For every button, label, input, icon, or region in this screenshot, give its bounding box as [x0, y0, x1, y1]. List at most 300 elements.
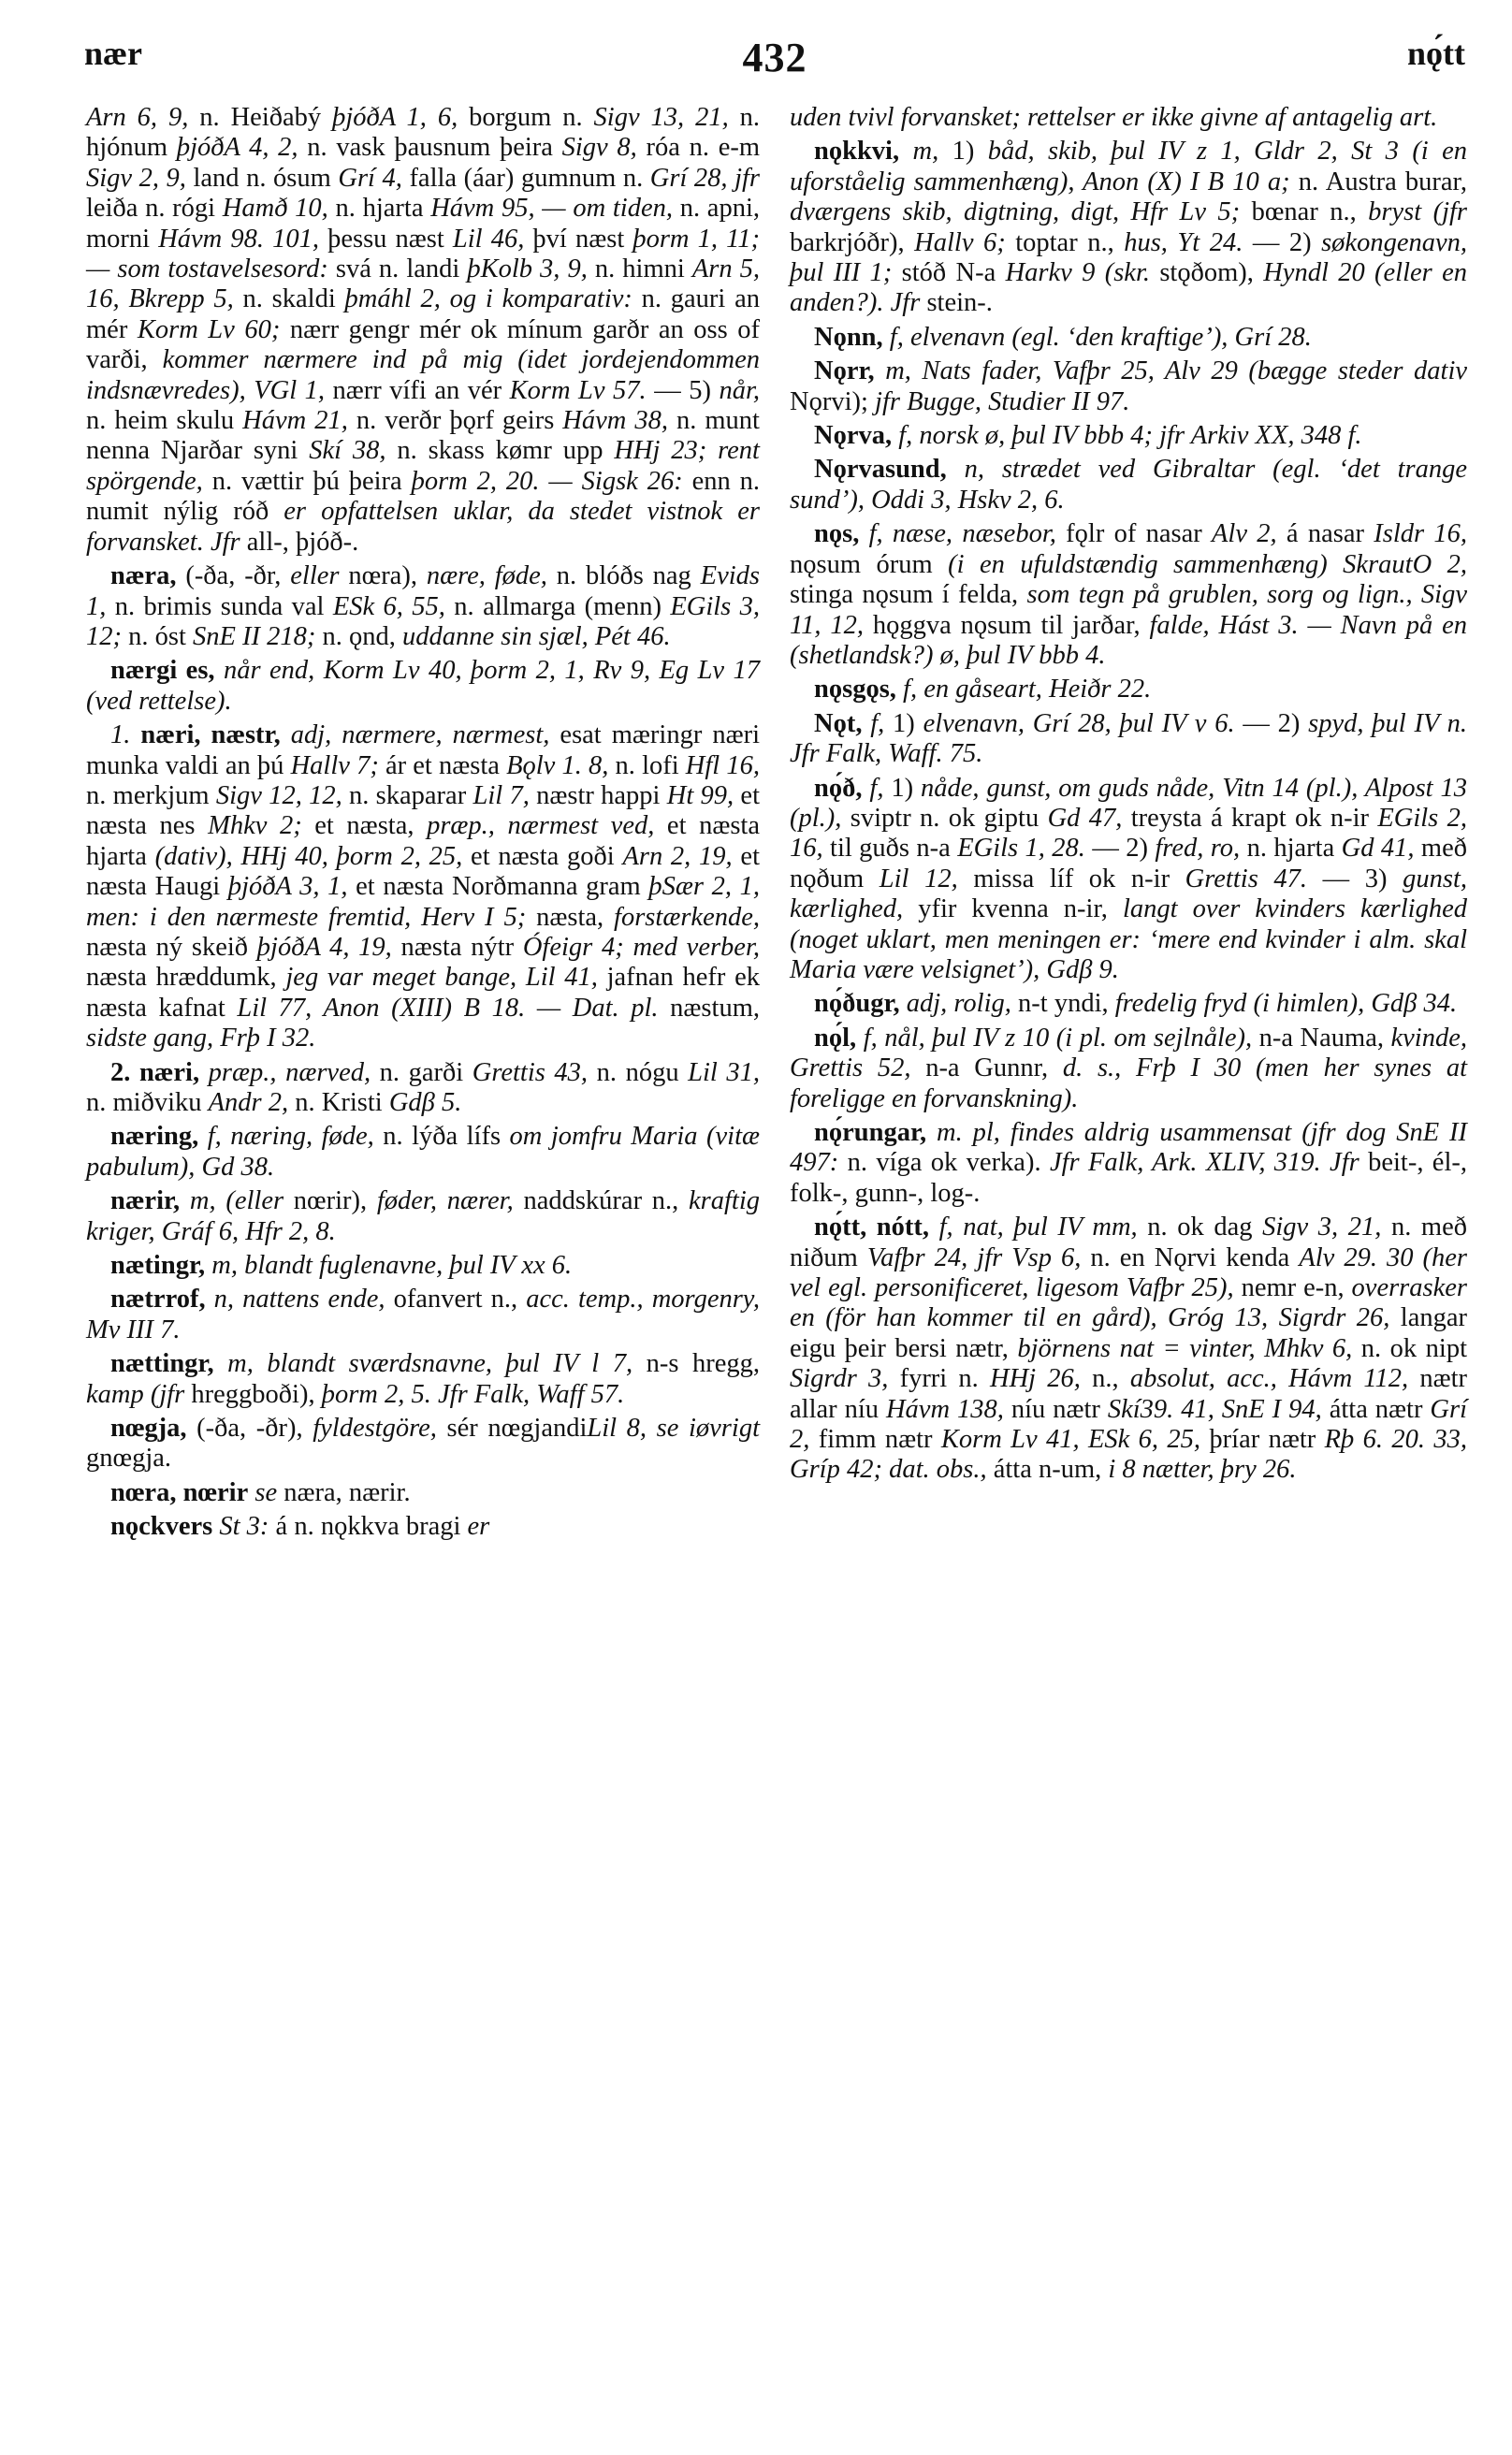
entry-italic-text: n, nattens ende, — [213, 1285, 385, 1315]
entry-italic-text: Mhkv 2; — [208, 811, 302, 841]
entry-text: — 2) — [1084, 834, 1156, 864]
entry-text — [199, 1058, 209, 1087]
entry-text: því næst — [524, 224, 633, 254]
entry-italic-text: Hávm 98. 101, — [158, 224, 319, 254]
entry-text: fǫlr of nasar — [1055, 519, 1213, 549]
entry-italic-text: Lil 8, se iøvrigt — [587, 1414, 760, 1444]
dictionary-entry — [790, 137, 1467, 318]
entry-italic-text: Gdβ 5. — [388, 1088, 462, 1117]
entry-italic-text: EGils 2, 16, — [790, 803, 1467, 864]
entry-italic-text: uden tvivl forvansket; rettelser er ikke givne af antagelig art. — [790, 103, 1438, 132]
entry-italic-text: Lil 77, Anon (XIII) B 18. — Dat. pl. — [237, 993, 659, 1023]
entry-text — [899, 137, 912, 166]
right-column — [790, 103, 1467, 1489]
entry-italic-text: Sigrdr 3, — [790, 1364, 889, 1394]
entry-italic-text: Gd 47, — [1047, 803, 1123, 833]
entry-italic-text: 1. — [110, 720, 131, 750]
dictionary-entry — [790, 1213, 1467, 1486]
entry-italic-text: er opfattelsen uklar, da stedet vistnok er forvansket. Jfr — [86, 497, 760, 557]
entry-text: enn n. numit nýlig róð — [86, 466, 761, 527]
entry-text: n. miðviku — [86, 1088, 209, 1117]
entry-text: n-t yndi, — [1010, 989, 1115, 1019]
entry-text: n. óst — [122, 621, 194, 651]
entry-text — [214, 1349, 228, 1378]
entry-italic-text: gunst, kærlighed, — [790, 864, 1467, 924]
entry-text: næstum, — [658, 993, 760, 1023]
entry-italic-text: kommer nærmere ind på mig (idet jordejendommen indsnævredes), VGl 1, — [86, 345, 760, 405]
entry-italic-text: Vafþr 24, jfr Vsp 6, — [866, 1242, 1082, 1272]
dictionary-entry — [790, 323, 1467, 353]
entry-italic-text: ESk 6, 55, — [332, 591, 445, 621]
entry-text: ár et næsta — [378, 750, 507, 780]
entry-text: nætr allar níu — [790, 1364, 1467, 1424]
entry-italic-text: þorm 2, 5. Jfr Falk, Waff 57. — [321, 1379, 625, 1409]
entry-italic-text: adj, rolig, — [906, 989, 1011, 1019]
entry-italic-text: Grí 4, — [338, 163, 402, 193]
entry-text: hǫggva nǫsum til jarðar, — [864, 610, 1150, 640]
entry-italic-text: Sigv 8, — [561, 133, 637, 163]
entry-text: 1) — [883, 773, 922, 803]
entry-text: átta n-um, — [986, 1455, 1109, 1485]
entry-italic-text: þorm 1, 11; — som tostavelsesord: — [86, 224, 760, 284]
entry-text: — 2) — [1243, 227, 1322, 257]
entry-italic-text: Grí 2, — [790, 1394, 1468, 1455]
entry-italic-text: Sigv 12, 12, — [215, 780, 342, 810]
entry-text: n. Heiðabý — [188, 103, 333, 132]
dictionary-entry — [790, 519, 1467, 671]
entry-text: níu nætr — [1003, 1394, 1108, 1424]
entry-text: n. víga ok verka). — [838, 1148, 1050, 1178]
entry-italic-text: björnens nat = vinter, Mhkv 6, — [1017, 1333, 1353, 1363]
entry-italic-text: Lil 7, — [472, 780, 530, 810]
entry-italic-text: Skí39. 41, SnE I 94, — [1107, 1394, 1322, 1424]
entry-italic-text: f, næring, føde, — [207, 1122, 374, 1152]
entry-italic-text: f, en gåseart, Heiðr 22. — [903, 675, 1152, 705]
entry-text: beit-, él-, folk-, gunn-, log-. — [790, 1148, 1467, 1208]
entry-italic-text: n, strædet ved Gibraltar (egl. ‘det trange sund’), Oddi 3, Hskv 2, 6. — [790, 455, 1467, 515]
entry-italic-text: Rþ 6. 20. 33, Gríp 42; dat. obs., — [790, 1425, 1467, 1485]
entry-italic-text: føder, nærer, — [376, 1186, 514, 1216]
entry-text: nǫsum órum — [790, 549, 949, 579]
entry-text: all-, þjóð-. — [240, 527, 359, 557]
entry-text: n. merkjum — [86, 780, 216, 810]
entry-italic-text: jeg var meget bange, Lil 41, — [285, 963, 598, 993]
entry-headword: Nǫt, — [814, 708, 863, 738]
entry-text: leiða n. rógi — [86, 194, 223, 224]
entry-italic-text: f, norsk ø, þul IV bbb 4; jfr Arkiv XX, 348 f. — [898, 421, 1362, 451]
entry-italic-text: kvinde, Grettis 52, — [790, 1023, 1467, 1083]
entry-text: n. hjarta — [327, 194, 431, 224]
entry-text: nærr vífi an vér — [325, 375, 510, 405]
entry-italic-text: Andr 2, — [208, 1088, 289, 1117]
entry-italic-text: þjóðA 4, 2, — [176, 133, 298, 163]
entry-italic-text: uddanne sin sjæl, Pét 46. — [402, 621, 671, 651]
entry-italic-text: f, elvenavn (egl. ‘den kraftige’), Grí 28. — [889, 322, 1312, 352]
entry-italic-text: Korm Lv 57. — [509, 375, 647, 405]
entry-text: næstr happi — [529, 780, 667, 810]
entry-italic-text: SnE II 218; — [193, 621, 316, 651]
entry-italic-text: (dativ), HHj 40, þorm 2, 25, — [154, 841, 463, 871]
entry-text: (-ða, -ðr, — [176, 561, 291, 591]
entry-italic-text: Gd 41, — [1341, 834, 1415, 864]
entry-italic-text: EGils 3, 12; — [86, 591, 761, 651]
entry-text: sér nœgjandi — [436, 1414, 588, 1444]
entry-text: n. heim skulu — [86, 406, 243, 436]
entry-text: þríar nætr — [1200, 1425, 1325, 1455]
entry-text: næsta, — [526, 902, 615, 932]
entry-text: falla (áar) gumnum n. — [401, 163, 650, 193]
entry-text: n. apni, morni — [86, 194, 760, 254]
entry-text: þessu næst — [318, 224, 453, 254]
dictionary-entry — [86, 561, 760, 652]
dictionary-entry — [790, 455, 1467, 516]
entry-headword: nǫ́tt, nótt, — [814, 1213, 930, 1242]
entry-italic-text: f, nål, þul IV z 10 (i pl. om sejlnåle), — [863, 1023, 1253, 1053]
dictionary-entry — [86, 720, 760, 1053]
entry-text: nemr e-n, — [1233, 1273, 1352, 1303]
entry-headword: Nǫnn, — [814, 322, 883, 352]
entry-headword: nœra, nœrir — [110, 1477, 249, 1507]
entry-text: fyrri n. — [888, 1364, 990, 1394]
entry-text: stóð N-a — [892, 258, 1006, 288]
entry-italic-text: HHj 26, — [990, 1364, 1081, 1394]
entry-italic-text: m, (eller — [189, 1186, 284, 1216]
entry-italic-text: Hamð 10, — [222, 194, 328, 224]
entry-text: á n. nǫkkva bragi — [269, 1512, 468, 1542]
entry-text: n. hjónum — [86, 103, 761, 163]
dictionary-entry — [86, 1414, 760, 1474]
entry-italic-text: kamp (jfr — [86, 1379, 185, 1409]
entry-italic-text: Hávm 138, — [885, 1394, 1004, 1424]
entry-italic-text: fyldestgöre, — [313, 1414, 437, 1444]
left-column — [86, 103, 760, 1547]
entry-italic-text: Skí 38, — [309, 436, 386, 466]
entry-headword: nærir, — [110, 1186, 181, 1216]
entry-text: missa líf ok n-ir — [957, 864, 1185, 893]
entry-italic-text: dværgens skib, digtning, digt, Hfr Lv 5; — [790, 197, 1241, 227]
entry-text: toptar n., — [1005, 227, 1125, 257]
entry-text: næra, nærir. — [277, 1477, 411, 1507]
entry-italic-text: Grettis 43, — [472, 1057, 589, 1087]
entry-text: n. Kristi — [288, 1088, 389, 1117]
entry-italic-text: þjóðA 1, 6, — [332, 103, 458, 132]
entry-text: n-a Nauma, — [1252, 1023, 1391, 1053]
entry-italic-text: falde, Hást 3. — Navn på en (shetlandsk?) ø, þul IV bbb 4. — [790, 610, 1467, 670]
entry-italic-text: þjóðA 3, 1, — [227, 872, 348, 902]
entry-italic-text: Evids 1, — [86, 561, 760, 621]
entry-italic-text: når, — [719, 375, 760, 405]
left-running-headword: nær — [84, 35, 142, 72]
entry-text: nœra), — [339, 561, 427, 591]
entry-italic-text: Hávm 21, — [242, 406, 348, 436]
entry-italic-text: hus, Yt 24. — [1124, 227, 1243, 257]
continued-entry — [790, 103, 1467, 133]
entry-text: gnœgja. — [86, 1444, 172, 1474]
entry-text: n. munt nenna Njarðar syni — [86, 406, 760, 466]
entry-headword: nǫ́rungar, — [814, 1118, 927, 1147]
entry-italic-text: søkongenavn, þul III 1; — [790, 227, 1467, 288]
entry-text: fimm nætr — [809, 1425, 941, 1455]
entry-italic-text: f, nat, þul IV mm, — [938, 1213, 1138, 1242]
entry-italic-text: Arn 2, 19, — [622, 841, 733, 871]
entry-italic-text: er — [467, 1512, 490, 1542]
entry-text: yfir kvenna n-ir, — [903, 894, 1124, 924]
entry-text — [206, 1285, 214, 1314]
dictionary-entry — [790, 989, 1467, 1019]
entry-text: borgum n. — [458, 103, 594, 132]
right-running-headword: nǫ́tt — [1407, 35, 1465, 72]
entry-text: n. skaparar — [342, 780, 473, 810]
entry-italic-text: spyd, þul IV n. Jfr Falk, Waff. 75. — [790, 708, 1468, 769]
entry-text — [929, 1213, 939, 1242]
entry-text: n. blóðs nag — [546, 561, 701, 591]
entry-text — [900, 989, 907, 1018]
entry-italic-text: Lil 46, — [452, 224, 525, 254]
entry-text: barkrjóðr), — [790, 227, 915, 257]
entry-italic-text: Hfl 16, — [685, 750, 760, 780]
entry-italic-text: Bǫlv 1. 8, — [506, 750, 609, 780]
entry-text: n. garði — [371, 1057, 472, 1087]
entry-text: et næsta nes — [86, 780, 761, 841]
entry-text: sviptr n. ok giptu — [841, 803, 1048, 833]
entry-text — [947, 455, 965, 484]
entry-text — [926, 1118, 937, 1147]
dictionary-entry — [790, 1024, 1467, 1114]
entry-text: et næsta goði — [462, 841, 623, 871]
entry-italic-text: bryst (jfr — [1368, 197, 1467, 227]
entry-text: stein-. — [920, 288, 993, 318]
entry-text: n. Austra burar, — [1289, 167, 1467, 196]
entry-text: et næsta hjarta — [86, 811, 760, 871]
entry-italic-text: þSær 2, 1, men: i den nærmeste fremtid, Herv I 5; — [86, 872, 760, 932]
entry-text: n. gauri an mér — [86, 284, 761, 344]
entry-italic-text: f, — [870, 708, 885, 738]
entry-italic-text: þKolb 3, 9, — [467, 254, 588, 284]
entry-italic-text: Sigv 13, 21, — [593, 103, 729, 132]
entry-headword: nǫs, — [814, 519, 860, 549]
entry-italic-text: overrasker en (för han kommer til en gård), Gróg 13, Sigrdr 26, — [790, 1273, 1468, 1333]
entry-italic-text: elvenavn, Grí 28, þul IV v 6. — [923, 708, 1235, 738]
entry-text: n. nógu — [588, 1057, 689, 1087]
entry-text: stinga nǫsum í felda, — [790, 580, 1027, 610]
entry-text: — 5) — [646, 375, 720, 405]
entry-italic-text: HHj 23; rent spörgende, — [86, 436, 760, 496]
entry-italic-text: m, blandt fuglenavne, þul IV xx 6. — [211, 1251, 573, 1281]
entry-text: jafnan hefr ek næsta kafnat — [86, 963, 760, 1023]
entry-headword: nætrrof, — [110, 1285, 206, 1315]
entry-italic-text: adj, nærmere, nærmest, — [290, 720, 550, 750]
entry-text: treysta á krapt ok n-ir — [1122, 803, 1378, 833]
entry-italic-text: (i en ufuldstændig sammenhæng) SkrautO 2, — [948, 549, 1467, 579]
entry-text: næsta ný skeið — [86, 932, 257, 962]
entry-italic-text: præp., nærmest ved, — [427, 811, 655, 841]
dictionary-entry — [790, 1118, 1467, 1209]
entry-italic-text: d. s., Frþ I 30 (men her synes at foreligge en forvanskning). — [790, 1053, 1467, 1113]
entry-italic-text: som tegn på grublen, sorg og lign., Sigv 11, 12, — [790, 580, 1467, 640]
entry-text: langar eigu þeir bersi nætr, — [790, 1303, 1467, 1363]
entry-text: n., — [1080, 1364, 1130, 1394]
entry-italic-text: nære, føde, — [426, 561, 547, 591]
entry-italic-text: Hallv 7; — [290, 750, 379, 780]
entry-text — [180, 1186, 190, 1215]
entry-italic-text: fred, ro, — [1155, 834, 1241, 864]
dictionary-entry — [790, 774, 1467, 986]
entry-text: ofanvert n., — [385, 1285, 527, 1315]
entry-italic-text: Hyndl 20 (eller en anden?). Jfr — [790, 258, 1467, 318]
entry-text: — 3) — [1307, 864, 1403, 893]
dictionary-entry — [86, 1186, 760, 1247]
dictionary-entry — [790, 356, 1467, 417]
entry-text: hreggboði), — [184, 1379, 322, 1409]
dictionary-entry — [790, 421, 1467, 451]
entry-headword: Nǫrvasund, — [814, 455, 947, 485]
entry-text: á nasar — [1276, 519, 1374, 549]
entry-headword: nǫsgǫs, — [814, 675, 896, 705]
entry-text: — 2) — [1234, 708, 1309, 738]
entry-italic-text: Ht 99, — [666, 780, 734, 810]
dictionary-entry — [86, 1251, 760, 1281]
entry-italic-text: Harkv 9 (skr. — [1005, 258, 1150, 288]
dictionary-entry — [790, 675, 1467, 705]
entry-text — [215, 656, 224, 685]
entry-italic-text: se — [254, 1477, 278, 1507]
entry-text: n. með niðum — [790, 1213, 1467, 1272]
entry-text: næsta nýtr — [391, 932, 523, 962]
entry-text: n. vættir þú þeira — [202, 466, 412, 496]
entry-text: stǫðom), — [1150, 258, 1264, 288]
dictionary-entry — [86, 1122, 760, 1183]
entry-text: róa n. e-m — [636, 133, 761, 163]
entry-italic-text: m. pl, findes aldrig usammensat (jfr dog SnE II 497: — [790, 1118, 1467, 1178]
page-header — [84, 26, 1465, 82]
entry-italic-text: fredelig fryd (i himlen), Gdβ 34. — [1114, 989, 1458, 1019]
entry-headword: nǫ́ð, — [814, 773, 863, 803]
entry-headword: næra, — [110, 561, 177, 591]
entry-italic-text: Hávm 38, — [562, 406, 668, 436]
entry-headword: næring, — [110, 1122, 199, 1152]
dictionary-entry — [86, 1478, 760, 1508]
page-number: 432 — [742, 35, 807, 80]
entry-italic-text: Grí 28, jfr — [649, 163, 761, 193]
entry-text: n-a Gunnr, — [910, 1053, 1063, 1083]
entry-italic-text: præp., nærved, — [208, 1057, 371, 1087]
entry-text: nærr gengr mér ok mínum garðr an oss of varði, — [86, 314, 760, 375]
entry-headword: næri, næstr, — [130, 720, 281, 750]
entry-text — [856, 1024, 864, 1053]
dictionary-entry — [86, 1058, 760, 1119]
entry-italic-text: nåde, gunst, om guds nåde, Vitn 14 (pl.), Alpost 13 (pl.), — [790, 773, 1467, 833]
entry-text: land n. ósum — [185, 163, 339, 193]
entry-italic-text: EGils 1, 28. — [957, 834, 1085, 864]
entry-text: n. ok dag — [1137, 1213, 1263, 1242]
entry-italic-text: Grettis 47. — [1185, 864, 1308, 893]
entry-italic-text: Arn 6, 9, — [86, 103, 189, 132]
dictionary-entry — [790, 709, 1467, 770]
entry-headword: 2. næri, — [110, 1057, 200, 1087]
entry-italic-text: þjóðA 4, 19, — [256, 932, 392, 962]
entry-headword: nœgja, — [110, 1414, 187, 1444]
entry-text: naddskúrar n., — [513, 1186, 690, 1216]
entry-italic-text: Lil 31, — [688, 1057, 761, 1087]
entry-italic-text: absolut, acc., Hávm 112, — [1129, 1364, 1409, 1394]
entry-headword: nǫ́ðugr, — [814, 989, 900, 1019]
entry-italic-text: Ófeigr 4; med verber, — [522, 932, 761, 962]
entry-text: n-s hregg, — [632, 1349, 760, 1379]
entry-text: 1) — [938, 137, 988, 167]
entry-italic-text: i 8 nætter, þry 26. — [1108, 1455, 1297, 1485]
entry-headword: nærgi es, — [110, 656, 215, 686]
entry-italic-text: Korm Lv 41, ESk 6, 25, — [940, 1425, 1201, 1455]
entry-headword: nǫkkvi, — [814, 137, 900, 167]
entry-text: átta nætr — [1321, 1394, 1431, 1424]
entry-italic-text: forstærkende, — [614, 902, 760, 932]
entry-text: et næsta Haugi — [86, 841, 760, 902]
entry-italic-text: Alv 29. 30 (her vel egl. personificeret, ligesom Vafþr 25), — [790, 1242, 1467, 1303]
entry-text: n. skass kømr upp — [385, 436, 615, 466]
continued-entry — [86, 103, 760, 558]
entry-text: n. hjarta — [1240, 834, 1342, 864]
dictionary-entry — [86, 1285, 760, 1345]
entry-headword: nættingr, — [110, 1349, 214, 1379]
entry-text: n. ǫnd, — [315, 621, 403, 651]
entry-italic-text: eller — [290, 561, 340, 591]
entry-text: svá n. landi — [327, 254, 468, 284]
entry-italic-text: Korm Lv 60; — [137, 314, 281, 344]
entry-text: (-ða, -ðr), — [186, 1414, 313, 1444]
entry-text: n. allmarga (menn) — [444, 591, 671, 621]
entry-headword: nætingr, — [110, 1251, 206, 1281]
entry-text: n. skaldi — [233, 284, 345, 314]
entry-text: með nǫðum — [790, 834, 1467, 893]
entry-text: n. lýða lífs — [373, 1122, 510, 1152]
entry-text — [862, 709, 870, 738]
entry-text — [896, 675, 903, 704]
entry-text: et næsta, — [301, 811, 428, 841]
dictionary-entry — [86, 1349, 760, 1410]
entry-italic-text: jfr Bugge, Studier II 97. — [875, 386, 1130, 416]
entry-italic-text: m, Nats fader, Vafþr 25, Alv 29 (bægge steder dativ — [885, 356, 1468, 386]
dictionary-entry — [86, 656, 760, 717]
entry-text: esat mæringr næri munka valdi an þú — [86, 720, 760, 780]
entry-text — [281, 720, 291, 749]
entry-italic-text: båd, skib, þul IV z 1, Gldr 2, St 3 (i en uforståelig sammenhæng), Anon (X) I B 10 a; — [790, 137, 1468, 196]
entry-text: n. verðr þǫrf geirs — [347, 406, 563, 436]
entry-text: bœnar n., — [1240, 197, 1369, 227]
entry-italic-text: Alv 2, — [1212, 519, 1277, 549]
entry-text: 1) — [884, 708, 923, 738]
entry-text: n. brimis sunda val — [106, 591, 333, 621]
entry-text: nœrir), — [284, 1186, 377, 1216]
entry-italic-text: kraftig kriger, Gráf 6, Hfr 2, 8. — [86, 1186, 761, 1246]
dictionary-entry — [86, 1512, 760, 1542]
entry-text: n. ok nipt — [1352, 1333, 1467, 1363]
entry-text: n. vask þausnum þeira — [298, 133, 562, 163]
entry-italic-text: Arn 5, 16, Bkrepp 5, — [86, 254, 761, 314]
entry-text — [198, 1122, 207, 1151]
entry-italic-text: þmáhl 2, og i komparativ: — [344, 284, 632, 314]
entry-text — [859, 519, 868, 548]
entry-text: n. lofi — [608, 750, 686, 780]
entry-text — [875, 356, 886, 385]
entry-italic-text: f, — [869, 773, 884, 803]
entry-italic-text: Sigv 3, 21, — [1262, 1213, 1382, 1242]
entry-italic-text: langt over kvinders kærlighed (noget uklart, men meningen er: ‘mere end kvinder i alm. skal Maria være velsignet’), Gdβ 9. — [790, 894, 1467, 984]
entry-italic-text: þorm 2, 20. — Sigsk 26: — [411, 466, 683, 496]
entry-text: et næsta Norðmanna gram — [347, 872, 649, 902]
entry-italic-text: m, — [912, 137, 939, 167]
entry-italic-text: Hávm 95, — om tiden, — [430, 194, 673, 224]
entry-italic-text: Sigv 2, 9, — [86, 163, 186, 193]
